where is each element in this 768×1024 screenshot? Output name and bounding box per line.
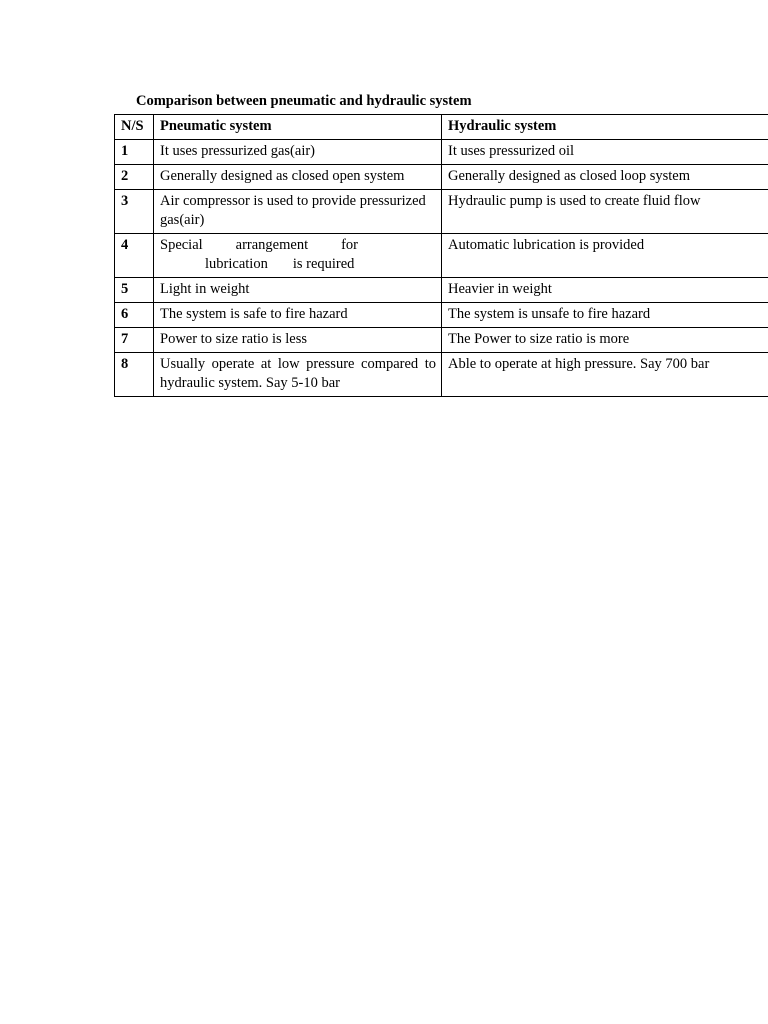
pneumatic-line-2 [160, 255, 436, 274]
pneumatic-cell: Generally designed as closed open system [154, 165, 442, 190]
pneumatic-word: is required [292, 256, 355, 272]
pneumatic-word: for [341, 237, 358, 253]
hydraulic-cell: Hydraulic pump is used to create fluid flow [442, 190, 768, 234]
row-number: 7 [115, 328, 154, 353]
comparison-table [114, 114, 768, 397]
row-number: 4 [115, 234, 154, 278]
pneumatic-cell: Power to size ratio is less [154, 328, 442, 353]
table-row [115, 278, 768, 303]
pneumatic-word: lubrication [205, 256, 268, 272]
table-row [115, 165, 768, 190]
hydraulic-cell: The system is unsafe to fire hazard [442, 303, 768, 328]
pneumatic-word: Special [160, 237, 203, 253]
table-row [115, 140, 768, 165]
header-pneumatic: Pneumatic system [154, 115, 442, 140]
header-hydraulic: Hydraulic system [442, 115, 768, 140]
hydraulic-cell: Heavier in weight [442, 278, 768, 303]
row-number: 3 [115, 190, 154, 234]
row-number: 1 [115, 140, 154, 165]
table-row [115, 234, 768, 278]
row-number: 2 [115, 165, 154, 190]
pneumatic-cell: Usually operate at low pressure compared to hydraulic system. Say 5-10 bar [154, 353, 442, 397]
table-header-row [115, 115, 768, 140]
pneumatic-cell: It uses pressurized gas(air) [154, 140, 442, 165]
pneumatic-cell: Light in weight [154, 278, 442, 303]
hydraulic-cell: Able to operate at high pressure. Say 700 bar [442, 353, 768, 397]
pneumatic-cell [154, 234, 442, 278]
hydraulic-cell: Generally designed as closed loop system [442, 165, 768, 190]
hydraulic-cell: It uses pressurized oil [442, 140, 768, 165]
pneumatic-word: arrangement [235, 237, 309, 253]
row-number: 8 [115, 353, 154, 397]
hydraulic-cell: The Power to size ratio is more [442, 328, 768, 353]
pneumatic-cell: The system is safe to fire hazard [154, 303, 442, 328]
pneumatic-line-1 [160, 236, 358, 255]
hydraulic-cell: Automatic lubrication is provided [442, 234, 768, 278]
table-row [115, 303, 768, 328]
page-title: Comparison between pneumatic and hydraulic system [136, 93, 472, 109]
table-row [115, 353, 768, 397]
row-number: 6 [115, 303, 154, 328]
table-row [115, 328, 768, 353]
table-row [115, 190, 768, 234]
row-number: 5 [115, 278, 154, 303]
pneumatic-cell: Air compressor is used to provide pressurized gas(air) [154, 190, 442, 234]
header-ns: N/S [115, 115, 154, 140]
